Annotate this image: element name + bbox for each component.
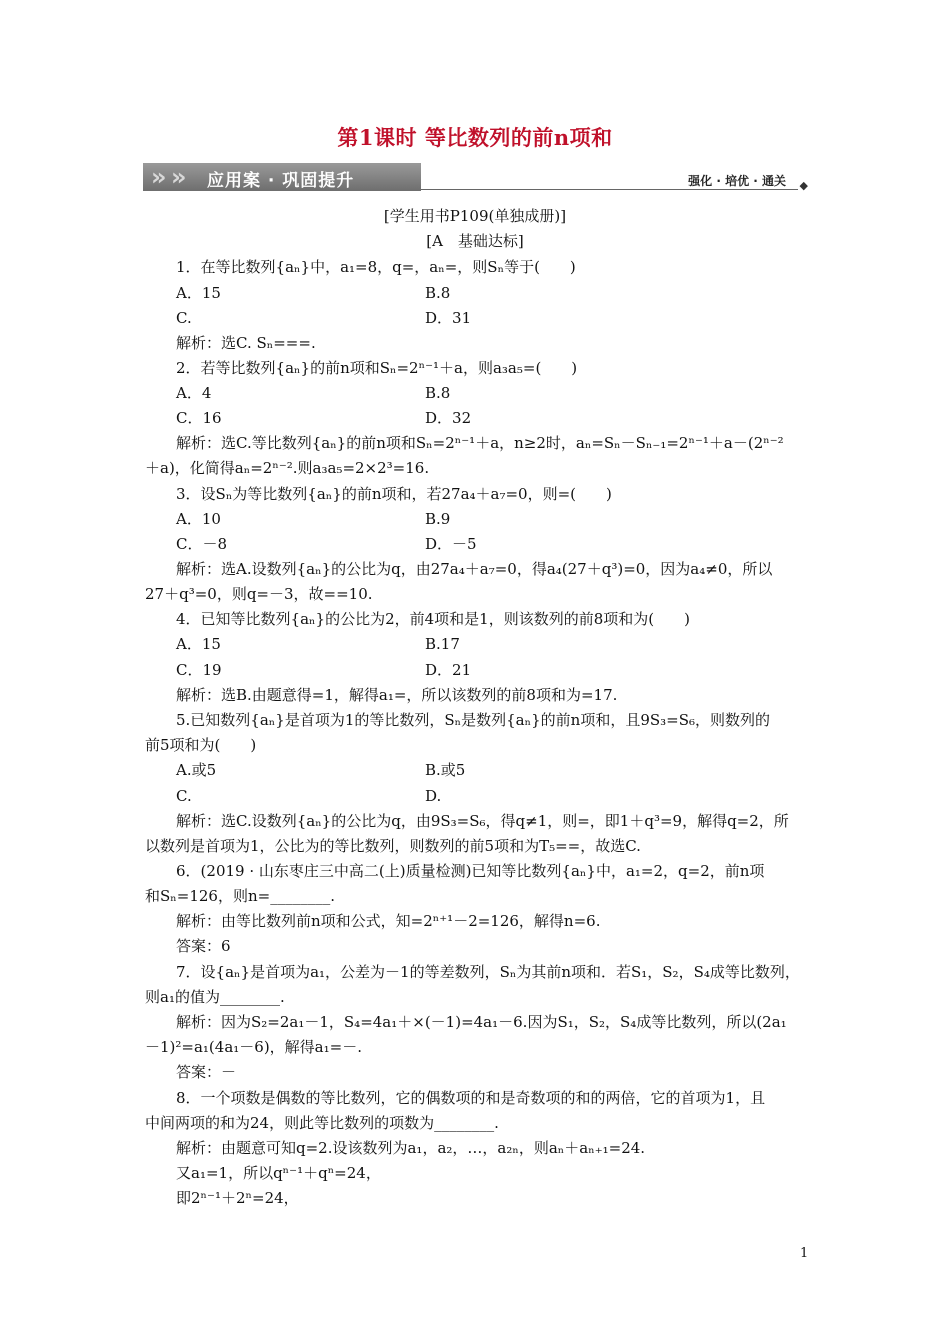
question-1: 1．在等比数列{aₙ}中，a₁=8，q=，aₙ=，则Sₙ等于( ) — [176, 258, 576, 276]
option-c: C. — [176, 309, 192, 327]
question-5-cont: 前5项和为( ) — [145, 736, 257, 754]
option-b: B.9 — [425, 510, 451, 528]
option-a: A．15 — [176, 284, 221, 302]
option-a: A．4 — [176, 384, 212, 402]
option-c: C．19 — [176, 661, 222, 679]
page-title: 第1课时 等比数列的前n项和 — [337, 125, 613, 150]
option-d: D．－5 — [425, 535, 477, 553]
question-2: 2．若等比数列{aₙ}的前n项和Sₙ=2ⁿ⁻¹＋a，则a₃a₅=( ) — [176, 359, 578, 377]
solution-7-cont: －1)²=a₁(4a₁－6)，解得a₁=－. — [145, 1038, 362, 1056]
solution-3-cont: 27＋q³=0，则q=－3，故==10. — [145, 585, 373, 603]
question-8-cont: 中间两项的和为24，则此等比数列的项数为________. — [145, 1114, 499, 1132]
solution-3: 解析：选A.设数列{aₙ}的公比为q，由27a₄＋a₇=0，得a₄(27＋q³)=0，因为a₄≠0，所以 — [176, 560, 773, 578]
option-b: B.8 — [425, 384, 451, 402]
question-6: 6．(2019 · 山东枣庄三中高二(上)质量检测)已知等比数列{aₙ}中，a₁=2，q=2，前n项 — [176, 862, 765, 880]
option-b: B.17 — [425, 635, 460, 653]
question-4: 4．已知等比数列{aₙ}的公比为2，前4项和是1，则该数列的前8项和为( ) — [176, 610, 690, 628]
question-8: 8．一个项数是偶数的等比数列，它的偶数项的和是奇数项的和的两倍，它的首项为1，且 — [176, 1089, 766, 1107]
option-a: A．15 — [176, 635, 221, 653]
solution-7: 解析：因为S₂=2a₁－1，S₄=4a₁＋×(－1)=4a₁－6.因为S₁，S₂，S₄成等比数列，所以(2a₁ — [176, 1013, 787, 1031]
solution-5-cont: 以数列是首项为1，公比为的等比数列，则数列的前5项和为T₅==，故选C. — [145, 837, 641, 855]
solution-1: 解析：选C. Sₙ===. — [176, 334, 316, 352]
question-5: 5.已知数列{aₙ}是首项为1的等比数列，Sₙ是数列{aₙ}的前n项和，且9S₃=S₆，则数列的 — [176, 711, 771, 729]
chevron-right-icon: » — [171, 163, 187, 191]
option-d: D. — [425, 787, 442, 805]
option-d: D．32 — [425, 409, 472, 427]
solution-8-cont: 即2ⁿ⁻¹＋2ⁿ=24， — [176, 1189, 299, 1207]
diamond-icon: ◆ — [799, 179, 808, 192]
option-b: B.8 — [425, 284, 451, 302]
solution-8: 解析：由题意可知q=2.设该数列为a₁，a₂，…，a₂ₙ，则aₙ＋aₙ₊₁=24. — [176, 1139, 646, 1157]
option-a: A.或5 — [176, 761, 217, 779]
section-banner — [143, 163, 808, 191]
question-7: 7．设{aₙ}是首项为a₁，公差为－1的等差数列，Sₙ为其前n项和．若S₁，S₂，S₄成等比数列， — [176, 963, 800, 981]
option-c: C. — [176, 787, 192, 805]
question-6-cont: 和Sₙ=126，则n=________. — [145, 887, 335, 905]
answer-7: 答案：－ — [176, 1063, 237, 1081]
option-d: D．21 — [425, 661, 472, 679]
page-number: 1 — [800, 1246, 809, 1261]
solution-2-cont: ＋a)，化简得aₙ=2ⁿ⁻².则a₃a₅=2×2³=16. — [145, 459, 430, 477]
section-heading: [A 基础达标] — [426, 232, 524, 250]
answer-6: 答案：6 — [176, 937, 231, 955]
option-a: A．10 — [176, 510, 221, 528]
solution-8-cont: 又a₁=1，所以qⁿ⁻¹＋qⁿ=24， — [176, 1164, 381, 1182]
option-c: C．16 — [176, 409, 222, 427]
solution-5: 解析：选C.设数列{aₙ}的公比为q，由9S₃=S₆，得q≠1，则=，即1＋q³=9，解得q=2，所 — [176, 812, 789, 830]
banner-tag: 强化 · 培优 · 通关 — [688, 174, 786, 188]
solution-4: 解析：选B.由题意得=1，解得a₁=，所以该数列的前8项和为=17. — [176, 686, 618, 704]
chevron-right-icon: » — [151, 163, 167, 191]
question-7-cont: 则a₁的值为________. — [145, 988, 285, 1006]
banner-label: 应用案 · 巩固提升 — [207, 171, 355, 191]
header-ref: [学生用书P109(单独成册)] — [383, 207, 567, 225]
banner-rule — [421, 189, 798, 190]
question-3: 3．设Sₙ为等比数列{aₙ}的前n项和，若27a₄＋a₇=0，则=( ) — [176, 485, 612, 503]
option-c: C．－8 — [176, 535, 228, 553]
solution-6: 解析：由等比数列前n项和公式，知=2ⁿ⁺¹－2=126，解得n=6. — [176, 912, 601, 930]
solution-2: 解析：选C.等比数列{aₙ}的前n项和Sₙ=2ⁿ⁻¹＋a，n≥2时，aₙ=Sₙ－Sₙ₋₁=2ⁿ⁻¹＋a－(2ⁿ⁻² — [176, 434, 784, 452]
option-b: B.或5 — [425, 761, 466, 779]
option-d: D．31 — [425, 309, 472, 327]
